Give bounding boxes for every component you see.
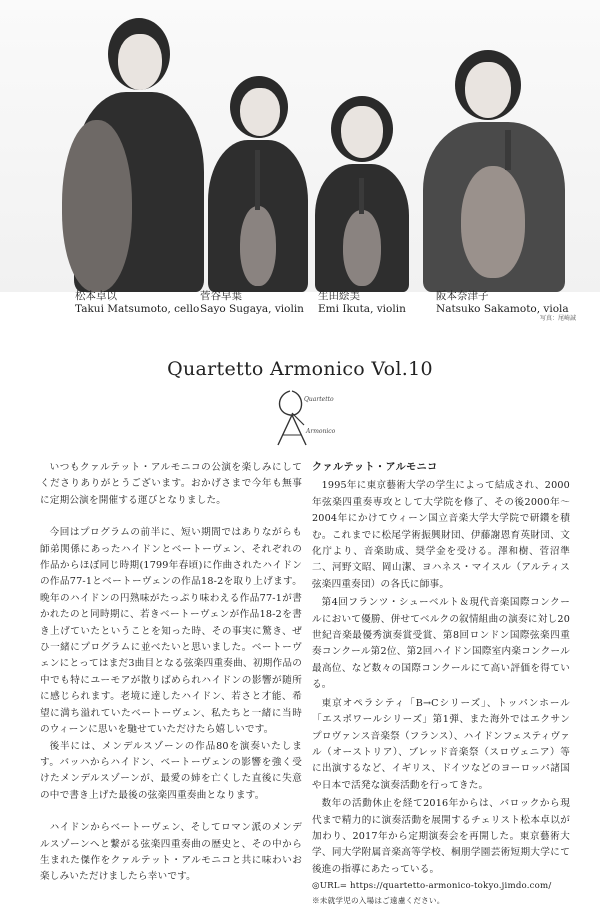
member-name-ja: 菅谷早葉 [200, 290, 242, 302]
logo-text-bottom: Armonico [306, 428, 336, 435]
member-name-en: Emi Ikuta, violin [318, 303, 406, 315]
quartet-logo-icon [270, 385, 336, 447]
profile-paragraph: 第4回フランツ・シューベルト＆現代音楽国際コンクールにおいて優勝、併せてベルクの叙情組曲の演奏に対し20世紀音楽最優秀演奏賞受賞、第8回ロンドン国際弦楽四重奏コンクール第2位、第2回ハイドン国際室内楽コンクール最高位、など数々の国際コンクールにて高い評価を得ている。 [312, 597, 570, 691]
member-name-ja: 松本卓以 [75, 290, 117, 302]
profile-heading: クァルテット・アルモニコ [312, 462, 438, 473]
member-name-ja: 生田絵美 [318, 290, 360, 302]
profile-paragraph: 東京オペラシティ「B→Cシリーズ」、トッパンホール「エスポワールシリーズ」第1弾、また海外ではエクサンプロヴァンス音楽祭（フランス）、ハイドンフェスティヴァル（オーストリア）、ブレッド音楽祭（スロヴェニア）等に出演するなど、イギリス、ドイツなどのヨーロッパ諸国や日本で活発な演奏活動を行ってきた。 [312, 697, 570, 791]
member-name-en: Sayo Sugaya, violin [200, 303, 304, 315]
caption-ikuta [318, 290, 406, 316]
caption-matsumoto [75, 290, 199, 316]
logo-text-top: Quartetto [304, 396, 334, 403]
program-paragraph: 今回はプログラムの前半に、短い期間ではありながらも師弟関係にあったハイドンとベートーヴェン、それぞれの作品からほぼ同じ時期(1799年春頃)に作曲されたハイドンの作品77-1とベートーヴェンの作品18-2を取り上げます。晩年のハイドンの円熟味がたっぷり味わえる作品77-1が書かれたのと同時期に、若きベートーヴェンが作品18-2を書き上げていたということを知った時、その事実に驚き、ぜひ一緒にプログラムに並べたいと思いました。ベートーヴェンにとってはまだ3曲目となる弦楽四重奏曲、初期作品の中でも特にユーモアが散りばめられハイドンの影響が随所に感じられます。老境に達したハイドン、若さと才能、希望に満ち溢れていたベートーヴェン、私たちと一緒に当時のウィーンに思いを馳せていただけたら嬉しいです。 [40, 527, 302, 736]
program-paragraph: いつもクァルテット・アルモニコの公演を楽しみにしてくださりありがとうございます。おかげさまで今年も無事に定期公演を開催する運びとなりました。 [40, 462, 302, 506]
quartet-photo [0, 0, 600, 292]
website-url-link[interactable]: ◎URL= https://quartetto-armonico-tokyo.jimdo.com/ [312, 881, 552, 892]
photo-person-sakamoto [405, 0, 575, 292]
profile-paragraph: 数年の活動休止を経て2016年からは、バロックから現代まで精力的に演奏活動を展開するチェリスト松本卓以が加わり、2017年から定期演奏会を再開した。東京藝術大学、同大学附属音楽高等学校、桐朋学園芸術短期大学にて後進の指導にあたっている。 [312, 798, 570, 875]
photo-credit: 写真：尾崎誠 [539, 315, 576, 322]
program-notes-column [40, 460, 302, 886]
photo-person-sugaya [200, 0, 310, 292]
caption-sugaya [200, 290, 304, 316]
concert-title: Quartetto Armonico Vol.10 [167, 358, 433, 380]
photo-person-ikuta [305, 0, 415, 292]
program-paragraph: 後半には、メンデルスゾーンの作品80を演奏いたします。バッハからハイドン、ベートーヴェンの影響を強く受けたメンデルスゾーンが、最愛の姉を亡くした直後に失意の中で書き上げた最後の弦楽四重奏曲となります。 [40, 740, 302, 801]
member-name-en: Natsuko Sakamoto, viola [436, 303, 569, 315]
profile-column [312, 460, 570, 909]
member-name-ja: 阪本奈津子 [436, 290, 489, 302]
photo-person-matsumoto [60, 0, 200, 292]
program-paragraph: ハイドンからベートーヴェン、そしてロマン派のメンデルスゾーンへと繋がる弦楽四重奏曲の歴史と、その中から生まれた傑作をクァルテット・アルモニコと共に味わいお楽しみいただけましたら幸いです。 [40, 822, 302, 883]
profile-paragraph: 1995年に東京藝術大学の学生によって結成され、2000年弦楽四重奏専攻として大学院を修了、その後2000年〜2004年にかけてウィーン国立音楽大学大学院で研鑽を積む。これまでに松尾学術振興財団、伊藤謝恩育英財団、文化庁より、音楽助成、奨学金を受ける。澤和樹、菅沼準二、河野文昭、岡山潔、ヨハネス・マイスル（アルティス弦楽四重奏団）の各氏に師事。 [312, 480, 570, 590]
admission-note: ※未就学児の入場はご遠慮ください。 [312, 896, 445, 906]
member-name-en: Takui Matsumoto, cello [75, 303, 200, 315]
